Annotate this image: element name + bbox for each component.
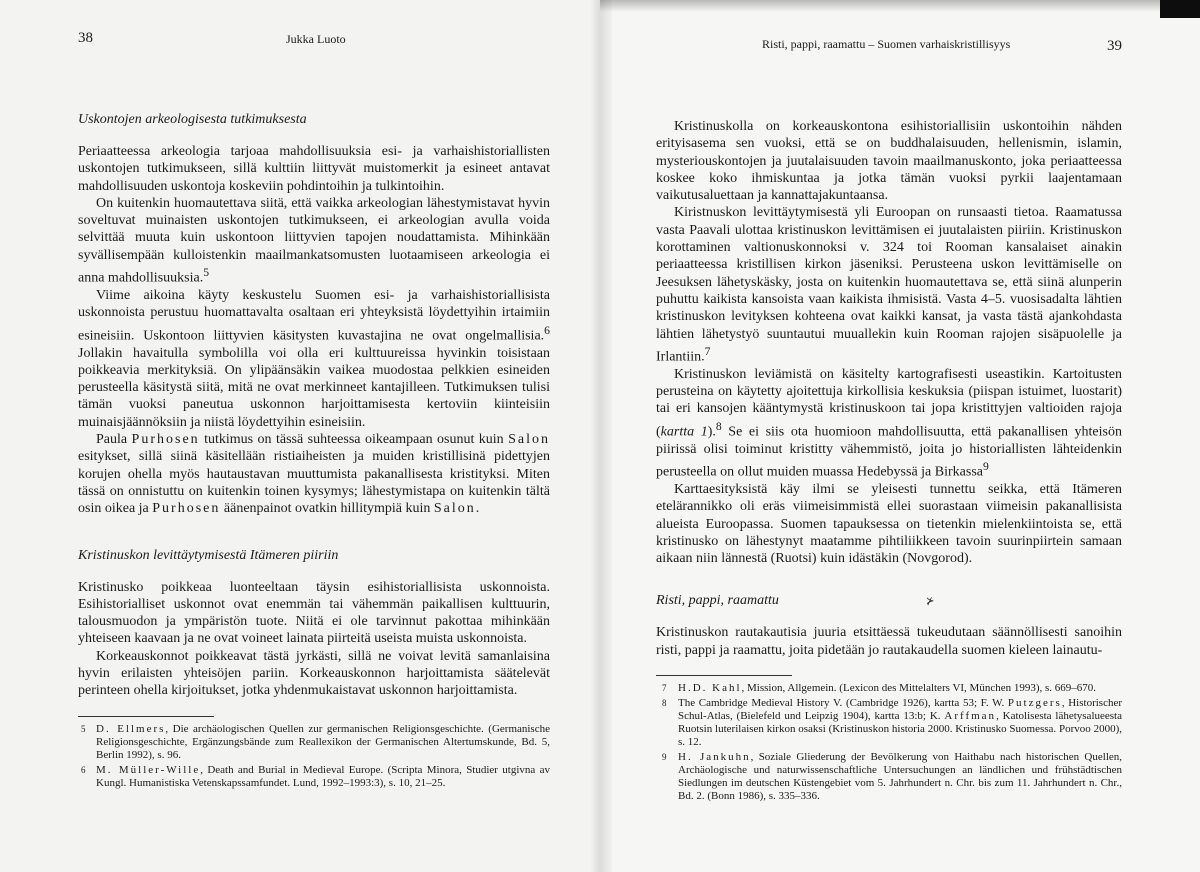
footnote-author: H. Jankuhn: [678, 750, 751, 763]
author-name: Purhosen: [152, 501, 221, 517]
footnote-number: 7: [662, 682, 667, 693]
author-name: Purhosen: [131, 432, 200, 448]
footnote-author: M. Müller-Wille: [96, 763, 201, 776]
paragraph: [656, 204, 1122, 365]
paragraph: Kristinusko poikkeaa luonteeltaan täysin esihistoriallisista uskonnoista. Esihistorialliset uskonnot ovat enemmän tai vähemmän paikallisen kulttuurin, talousmuodon ja ympäristön tuote. Niitä ei ole tarvinnut pakottaa mihinkään yhteiseen kaavaan ja ne ovat voineet lainata piirteitä useista muista uskonnoista.: [78, 579, 550, 647]
paragraph: Kristinuskolla on korkeauskontona esihistoriallisiin uskontoihin nähden erityisasema sen vuoksi, että se on buddhalaisuuden, hellenismin, islamin, mysteriouskontojen ja juutalaisuuden tavoin maailmanuskonto, joka periaatteessa koskee koko ihmiskuntaa ja jotka tämän vuoksi pyrkii laajentamaan vaikutusaluettaan ja kannattajakuntaansa.: [656, 119, 1122, 204]
paragraph: [78, 431, 550, 517]
paragraph: Korkeauskonnot poikkeavat tästä jyrkästi, sillä ne voivat levitä samanlaisina hyvin erilaisten yhteisöjen pariin. Korkeauskonnon harjoittamista säätelevät perinteen ohella kirjoitukset, jotka yhdenmukaistavat uskonnon harjoittamista.: [78, 648, 550, 699]
footnote-author: D. Ellmers: [96, 722, 166, 735]
section-heading-christianity-spread: Kristinuskon levittäytymisestä Itämeren piiriin: [78, 547, 339, 563]
footnote-text: , Mission, Allgemein. (Lexicon des Mittelalters VI, München 1993), s. 669–670.: [741, 681, 1097, 694]
right-running-head: [656, 30, 1122, 52]
paragraph-text: ).: [707, 424, 716, 440]
map-reference[interactable]: kartta 1: [660, 424, 708, 440]
paragraph-text: Viime aikoina käyty keskustelu Suomen esi- ja varhaishistoriallisista uskonnoista perustuu huomattavalta osaltaan eri yhteyksistä löydettyihin irtaimiin esineisiin. Uskontoon liittyvien käsitysten kuvastajina ne ovat ongelmallisia.: [78, 288, 550, 344]
scan-shadow: [600, 0, 1200, 12]
footnote-ref[interactable]: 6: [544, 323, 550, 337]
footnote-number: 5: [81, 723, 86, 734]
paragraph-text: Paula: [96, 432, 132, 448]
paragraph: [78, 287, 550, 431]
paragraph: [78, 195, 550, 287]
page-number-left: 38: [78, 30, 93, 46]
footnote-text: , Historischer Schul-Atlas, (Bielefeld und Leipzig 1904), kartta 13:b; K.: [678, 696, 1122, 722]
paragraph: Kristinuskon rautakautisia juuria etsittäessä tukeudutaan säännöllisesti sanoihin risti, pappi ja raamattu, joita pidetään jo rautakaudella suomen kieleen lainautu-: [656, 625, 1122, 658]
paragraph-text: Jollakin havaitulla symbolilla voi olla eri kulttuureissa hyvinkin toisistaan poikkeavia merkityksiä. On ylipäänsäkin vaikea muodostaa pelkkien esineiden perusteella käsitystä siitä, mitä ne ovat merkinneet kantajilleen. Tutkimuksen tulisi tämän vuoksi paneutua uskonnon harjoittamisesta kertoviin kiinteisiin muinaisjäännöksiin ja niistä löydettyihin esineisiin.: [78, 345, 550, 430]
margin-mark: ⊁: [926, 596, 935, 608]
footnote-number: 9: [662, 751, 667, 762]
paragraph-text: .: [475, 501, 480, 517]
footnote-ref[interactable]: 9: [982, 459, 989, 473]
section-heading-archaeology: Uskontojen arkeologisesta tutkimuksesta: [78, 112, 307, 127]
footnote-rule: [656, 675, 792, 676]
footnote-rule: [78, 716, 214, 717]
footnote-text: , Die archäologischen Quellen zur germanischen Religionsgeschichte. (Germanische Religionsgeschichte, Ergänzungsbände zum Reallexikon der Germanischen Altertumskunde, Bd. 5, Berlin 1992), s. 96.: [96, 722, 550, 761]
footnote: [78, 764, 550, 790]
footnote-text: , Death and Burial in Medieval Europe. (Scripta Minora, Studier utgivna av Kungl. Humanistiska Vetenskapssamfundet. Lund, 1992–1993:3), s. 10, 21–25.: [96, 763, 551, 789]
footnote-number: 6: [81, 764, 86, 775]
footnote-text: , Katolisesta lähetysalueesta Ruotsin luterilaisen kirkon osaksi (Kristinuskon historia 2000. Kristinusko Suomessa. Porvoo 2000), s. 12.: [678, 709, 1122, 748]
running-head-author: Jukka Luoto: [286, 32, 346, 46]
footnote: [656, 697, 1122, 749]
page-number-right: 39: [1107, 38, 1122, 54]
paragraph-text: Kiristnuskon levittäytymisestä yli Euroopan on runsaasti tietoa. Raamatussa vasta Paavali ulottaa kristinuskon levittämisen ei juutalaisten piiriin. Kristinuskon korottaminen valtionuskonnoksi v. 324 toi Rooman kansalaiset ainakin periaatteessa kristillisen kirkon jäseniksi. Perusteena uskon levittämiselle on Jeesuksen lähetyskäsky, josta on kuitenkin huomautettava se, että siinä alunperin puhuttu kaikista kansoista vaan kaikista ihmisistä. Vasta 4–5. vuosisadalta lähtien kristinuskon levityksen kohteena ovat kaikki kansat, ja vasta tästä ajankohdasta lähtien lähetystyö suuntautui muuallekin kuin Rooman rajojen sisäpuolelle ja Irlantiin.: [656, 205, 1122, 365]
author-name: Salon: [508, 432, 550, 448]
heading-text: Risti, pappi, raamattu: [656, 593, 779, 609]
footnote-author: Arffman: [944, 709, 997, 722]
right-page: [600, 0, 1200, 872]
paragraph-text: Se ei siis ota huomioon mahdollisuutta, että pakanallisen yhteisön piirissä olisi toiminut kristitty vähemmistö, joita jo historiallisten lähteidenkin perusteella on ollut muiden muassa Hedebyssä ja Birkassa: [656, 424, 1122, 480]
footnote-number: 8: [662, 697, 667, 708]
paragraph-text: On kuitenkin huomautettava siitä, että vaikka arkeologian lähestymistavat hyvin soveltuvat muinaisten uskontojen tutkimukseen, ei arkeologian avulla voida selvittää muuta kuin uskontoon liittyvien tapojen noudattamista. Mihinkään syvällisempään kulloistenkin maailmankatsomusten luotaamiseen arkeologia ei anna mahdollisuuksia.: [78, 195, 550, 286]
paragraph-text: äänenpainot ovatkin hillitympiä kuin: [220, 501, 434, 517]
footnote: [656, 682, 1122, 695]
paragraph: Karttaesityksistä käy ilmi se yleisesti tunnettu seikka, että Itämeren etelärannikko oli eräs viimeisimmistä ellei suorastaan viimeisin pakanallisista alueista Euroopassa. Suomen tapauksessa on tietenkin mielenkiintoista se, että kristinusko on lähestynyt maatamme pihtiliikkeen tavoin suurinpiirtein samaan aikaan niin lännestä (Ruotsi) kuin idästäkin (Novgorod).: [656, 481, 1122, 567]
running-head-title: Risti, pappi, raamattu – Suomen varhaiskristillisyys: [762, 37, 1011, 51]
footnote-text: The Cambridge Medieval History V. (Cambridge 1926), kartta 53; F. W.: [678, 696, 1008, 709]
paragraph-text: tutkimus on tässä suhteessa oikeampaan osunut kuin: [199, 432, 509, 448]
section-heading-cross-priest-bible: [656, 593, 1122, 609]
paragraph: Periaatteessa arkeologia tarjoaa mahdollisuuksia esi- ja varhaishistoriallisten uskontojen tutkimukseen, sillä kulttiin liittyvät muistomerkit ja esineet antavat mahdollisuuden uskontoja koskeviin pohdintoihin ja tulkintoihin.: [78, 144, 550, 194]
paragraph-text: esitykset, sillä siinä käsitellään ristiaiheisten ja muiden kristillisinä pidettyjen korujen ohella myös hautaustavan muuttumista pakanallisesta kristityksi. Miten tässä on onnistuttu on kuitenkin toinen kysymys; lähestymistapa on kuitenkin tältä osin oikea ja: [78, 449, 550, 517]
left-running-head: [78, 30, 550, 52]
author-name: Salon: [433, 501, 476, 517]
footnote: [656, 751, 1122, 803]
scan-corner: [1160, 0, 1200, 18]
footnote-text: , Soziale Gliederung der Bevölkerung von Haithabu nach historischen Quellen, Archäologische und naturwissenschaftliche Untersuchungen an ländlichen und frühstädtischen Siedlungen im deutschen Küstengebiet vom 5. Jahrhundert n. Chr. bis zum 11. Jahrhundert n. Chr., Bd. 2. (Bonn 1986), s. 335–336.: [678, 750, 1123, 802]
footnote-author: H.D. Kahl: [678, 681, 742, 694]
paragraph-text: Kristinuskon leviämistä on käsitelty kartografisesti useastikin. Kartoitusten perusteina on käytetty ajoitettuja kirkollisia keskuksia (piispan istuimet, luostarit) tai eri kansojen kääntymystä kristinuskoon tai jopa kristittyjen valtioiden rajoja (: [656, 366, 1122, 440]
footnote-ref[interactable]: 7: [704, 344, 711, 358]
footnote: [78, 723, 550, 762]
right-page-body: [656, 118, 1122, 803]
paragraph: [656, 366, 1122, 481]
footnote-author: Putzgers: [1007, 696, 1062, 709]
footnote-ref[interactable]: 5: [203, 266, 210, 280]
footnote-ref[interactable]: 8: [715, 419, 722, 433]
